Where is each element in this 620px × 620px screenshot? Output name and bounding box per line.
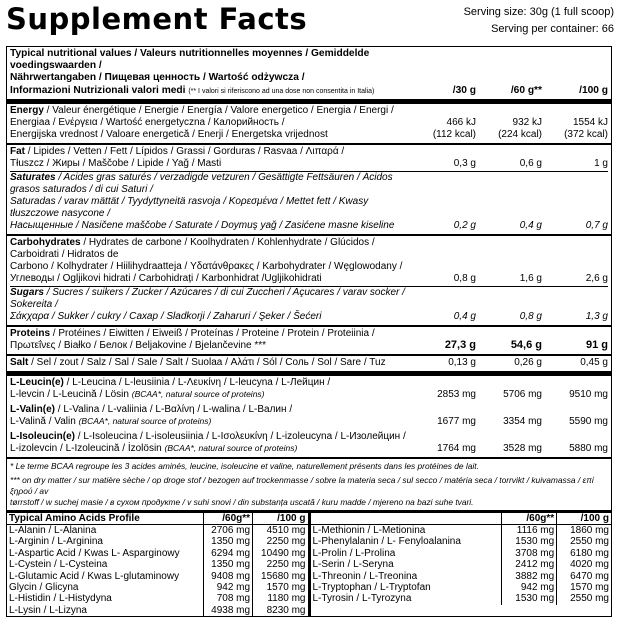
amino-acid-name: Typical Amino Acids Profile [7, 513, 203, 525]
table-row [7, 559, 308, 570]
amino-acid-name: L-Arginin / L-Arginina [9, 536, 103, 548]
table-row [7, 536, 308, 547]
amino-acid-value: 8230 mg [253, 605, 308, 616]
amino-table-left [7, 513, 311, 617]
amino_left-header-row [7, 513, 308, 525]
saturates-row: Saturates / Acides gras saturés / verzadigde vetzuren / Gesättigte Fettsäuren / Ácidos grasos saturados / di cui Saturi / Saturadas / varav mättät / Tyydyttyneitä rasvoja / Κορεσμένα / Mettet fett / Kwasy tłuszczowe nasycone / Насыщенные / Nasičene maščobe / Saturate / Doymuş yağ / Zasićene masne kiseline 0,2 g 0,4 g 0,7 g [10, 171, 608, 231]
bcaa-section [7, 371, 611, 457]
table-row [7, 571, 308, 582]
amino-acid-value: 6470 mg [557, 571, 611, 582]
amino-acid-value: 3882 mg [502, 571, 557, 582]
amino-acid-name: Glycin / Glicyna [9, 581, 79, 593]
header-line-3: Informazioni Nutrizionali valori medi (** I valori si riferiscono ad una dose non consentita in Italia) [10, 84, 375, 96]
servings-per-container: Serving per container: 66 [491, 23, 614, 36]
amino-acid-name: L-Lysin / L-Lizyna [9, 604, 87, 616]
facts-table [6, 46, 612, 617]
amino-acid-value: 942 mg [502, 582, 557, 593]
amino-acid-value: 10490 mg [253, 548, 308, 559]
amino-acid-value: 1350 mg [203, 536, 252, 547]
footnote-dry-matter: *** on dry matter / sur matière sèche / op droge stof / bezogen auf trockenmasse / sobre la materia seca / sul secco / matéria seca / torrvikt / kuivamassa / επί ξηρού / av [10, 474, 594, 496]
amino-acid-value: 1860 mg [557, 525, 611, 537]
amino-acid-value: 2250 mg [253, 536, 308, 547]
amino-acid-value: /100 g [253, 513, 308, 525]
col-60g: /60 g** [510, 84, 542, 96]
footnotes [7, 457, 611, 510]
table-row [7, 593, 308, 604]
table-row [7, 525, 308, 537]
isoleucine-row: L-Isoleucin(e) / L-Isoleucina / L-isoleusiinia / L-Ισολευκίνη / L-izoleucyna / L-Изолейцин / L-izolevcin / L-Izoleucină / İzolösin (BCAA*, natural source of proteins) 1764 mg 3528 mg 5880 mg [10, 430, 608, 454]
amino-acid-value: 2250 mg [253, 559, 308, 570]
salt-row: Salt / Sel / zout / Salz / Sal / Sale / Salt / Suolaa / Αλάτι / Sól / Соль / Sol / Sare / Tuz 0,13 g 0,26 g 0,45 g [7, 354, 611, 371]
amino-acid-value: 6180 mg [557, 548, 611, 559]
amino-acid-value: 4938 mg [203, 605, 252, 616]
table-row [311, 536, 612, 547]
amino-acid-name: L-Phenylalanin / L- Fenyloalanina [312, 536, 461, 548]
table-row [311, 571, 612, 582]
proteins-row: Proteins / Protéines / Eiwitten / Eiweiß / Proteínas / Proteine / Protein / Proteiinia / Πρωτεΐνες / Białko / Белок / Beljakovine / Bjelančevine *** 27,3 g 54,6 g 91 g [7, 325, 611, 354]
amino-acid-name [311, 513, 502, 525]
energy-row: Energy / Valeur énergétique / Energie / Energía / Valore energetico / Energia / Energi / Energiaa / Ενέργεια / Wartość energetyczna / Калорийность / Energijska vrednost / Valoare energetică / Enerji / Energetska vrijednost 466 kJ 932 kJ 1554 kJ (112 kcal) (224 kcal) (372 kcal) [7, 99, 611, 143]
col-100g: /100 g [579, 84, 608, 96]
table-row [7, 548, 308, 559]
valine-row: L-Valin(e) / L-Valina / L-valiinia / L-Βαλίνη / L-walina / L-Валин / L-Valină / Valin (BCAA*, natural source of proteins) 1677 mg 3354 mg 5590 mg [10, 403, 608, 427]
amino-acid-value: 1180 mg [253, 593, 308, 604]
amino-table-right [311, 513, 612, 617]
table-row [7, 605, 308, 616]
leucine-row: L-Leucin(e) / L-Leucina / L-leusiinia / L-Λευκίνη / L-leucyna / L-Лейцин / L-levcin / L-Leucină / Lösin (BCAA*, natural source of proteins) 2853 mg 5706 mg 9510 mg [10, 376, 608, 400]
amino-acid-value: 3708 mg [502, 548, 557, 559]
page-title: Supplement Facts [6, 2, 308, 36]
carbohydrates-row: Carbohydrates / Hydrates de carbone / Koolhydraten / Kohlenhydrate / Glúcidos / Carboidrati / Hidratos de Carbono / Kolhydrater / Hiilihydraatteja / Υδατάνθρακες / Karbohydrater / Węglowodany / Углеводы / Ogljikovi hidrati / Carbohidrați / Karbonhidrat /Ugljikohidrati 0,8 g 1,6 g 2,6 g Sugars / Sucres / suikers / Zucker / Azúcares / di cui Zuccheri / Açucares / varav socker / Sokereita / Σάκχαρα / Sukker / cukry / Сахар / Sladkorji / Zaharuri / Şeker / Šećeri 0,4 g 0,8 g 1,3 g [7, 234, 611, 325]
amino-acid-value: 708 mg [203, 593, 252, 604]
amino-acid-value: 9408 mg [203, 571, 252, 582]
header-note: (** I valori si riferiscono ad una dose non consentita in Italia) [188, 87, 375, 95]
amino-acid-name: L-Tryptophan / L-Tryptofan [312, 581, 431, 593]
table-row [311, 559, 612, 570]
amino-acid-value: 15680 mg [253, 571, 308, 582]
amino-acid-value: /60g** [203, 513, 252, 525]
amino-acid-name: L-Histidin / L-Histydyna [9, 593, 112, 605]
table-row [7, 582, 308, 593]
amino-acid-value: 1116 mg [502, 525, 557, 537]
amino-acid-value: 4510 mg [253, 525, 308, 537]
amino-acid-value: 1350 mg [203, 559, 252, 570]
amino-acid-value: /60g** [502, 513, 557, 525]
sugars-row: Sugars / Sucres / suikers / Zucker / Azúcares / di cui Zuccheri / Açucares / varav socker / Sokereita / Σάκχαρα / Sukker / cukry / Сахар / Sladkorji / Zaharuri / Şeker / Šećeri 0,4 g 0,8 g 1,3 g [10, 286, 608, 322]
amino-acid-name: L-Cystein / L-Cysteina [9, 559, 108, 571]
label-header [6, 2, 614, 46]
serving-info [464, 4, 614, 38]
amino-acid-value: /100 g [557, 513, 611, 525]
amino-acid-name: L-Aspartic Acid / Kwas L- Asparginowy [9, 547, 180, 559]
amino-acid-value: 1530 mg [502, 593, 557, 604]
footnote-bcaa: * Le terme BCAA regroupe les 3 acides aminés, leucine, isoleucine et valine, naturellement présents dans les protéines de lait. [10, 460, 479, 471]
fat-row: Fat / Lipides / Vetten / Fett / Lípidos / Grassi / Gorduras / Rasvaa / Λιπαρά / Tłuszcz / Жиры / Maščobe / Lipide / Yağ / Masti 0,3 g 0,6 g 1 g Saturates / Acides gras saturés / verzadigde vetzuren / Gesättigte Fettsäuren / Ácidos grasos saturados / di cui Saturi / Saturadas / varav mättät / Tyydyttyneitä rasvoja / Κορεσμένα / Mettet fett / Kwasy tłuszczowe nasycone / Насыщенные / Nasičene maščobe / Saturate / Doymuş yağ / Zasićene masne kiseline 0,2 g 0,4 g 0,7 g [7, 143, 611, 234]
col-30g: /30 g [452, 84, 476, 96]
amino-acid-value: 2550 mg [557, 593, 611, 604]
column-header [7, 47, 611, 99]
amino-acid-name: L-Methionin / L-Metionina [312, 525, 426, 537]
amino-acid-name: L-Glutamic Acid / Kwas L-glutaminowy [9, 570, 180, 582]
amino-acid-name: L-Threonin / L-Treonina [312, 570, 418, 582]
footnote-dry-matter-cont: tørrstoff / w suchej masie / в сухом продукте / v suhi snovi / din substanța uscată / kuru madde / mjereno na bazi suhe tvari. [10, 496, 474, 507]
amino-acid-name: L-Prolin / L-Prolina [312, 547, 396, 559]
amino-acid-profile [7, 510, 611, 617]
amino-acid-value: 6294 mg [203, 548, 252, 559]
amino-acid-name: L-Alanin / L-Alanina [9, 525, 97, 537]
table-row [311, 582, 612, 593]
amino-acid-value: 2550 mg [557, 536, 611, 547]
amino-acid-value: 4020 mg [557, 559, 611, 570]
amino-acid-name: L-Serin / L-Seryna [312, 559, 394, 571]
amino-acid-value: 2706 mg [203, 525, 252, 537]
amino-acid-value: 1570 mg [557, 582, 611, 593]
amino-acid-value: 942 mg [203, 582, 252, 593]
serving-size: Serving size: 30g (1 full scoop) [463, 6, 614, 18]
header-line-1: Typical nutritional values / Valeurs nutritionnelles moyennes / Gemiddelde voedingswaarden / [10, 48, 370, 72]
table-row [311, 548, 612, 559]
header-line-2: Nährwertangaben / Пищевая ценность / Wartość odżywcza / [10, 72, 305, 84]
table-row [311, 525, 612, 537]
amino_right-header-row [311, 513, 612, 525]
amino-acid-value: 1570 mg [253, 582, 308, 593]
amino-acid-name: L-Tyrosin / L-Tyrozyna [312, 593, 412, 605]
amino-acid-value: 1530 mg [502, 536, 557, 547]
table-row [311, 593, 612, 604]
amino-acid-value: 2412 mg [502, 559, 557, 570]
